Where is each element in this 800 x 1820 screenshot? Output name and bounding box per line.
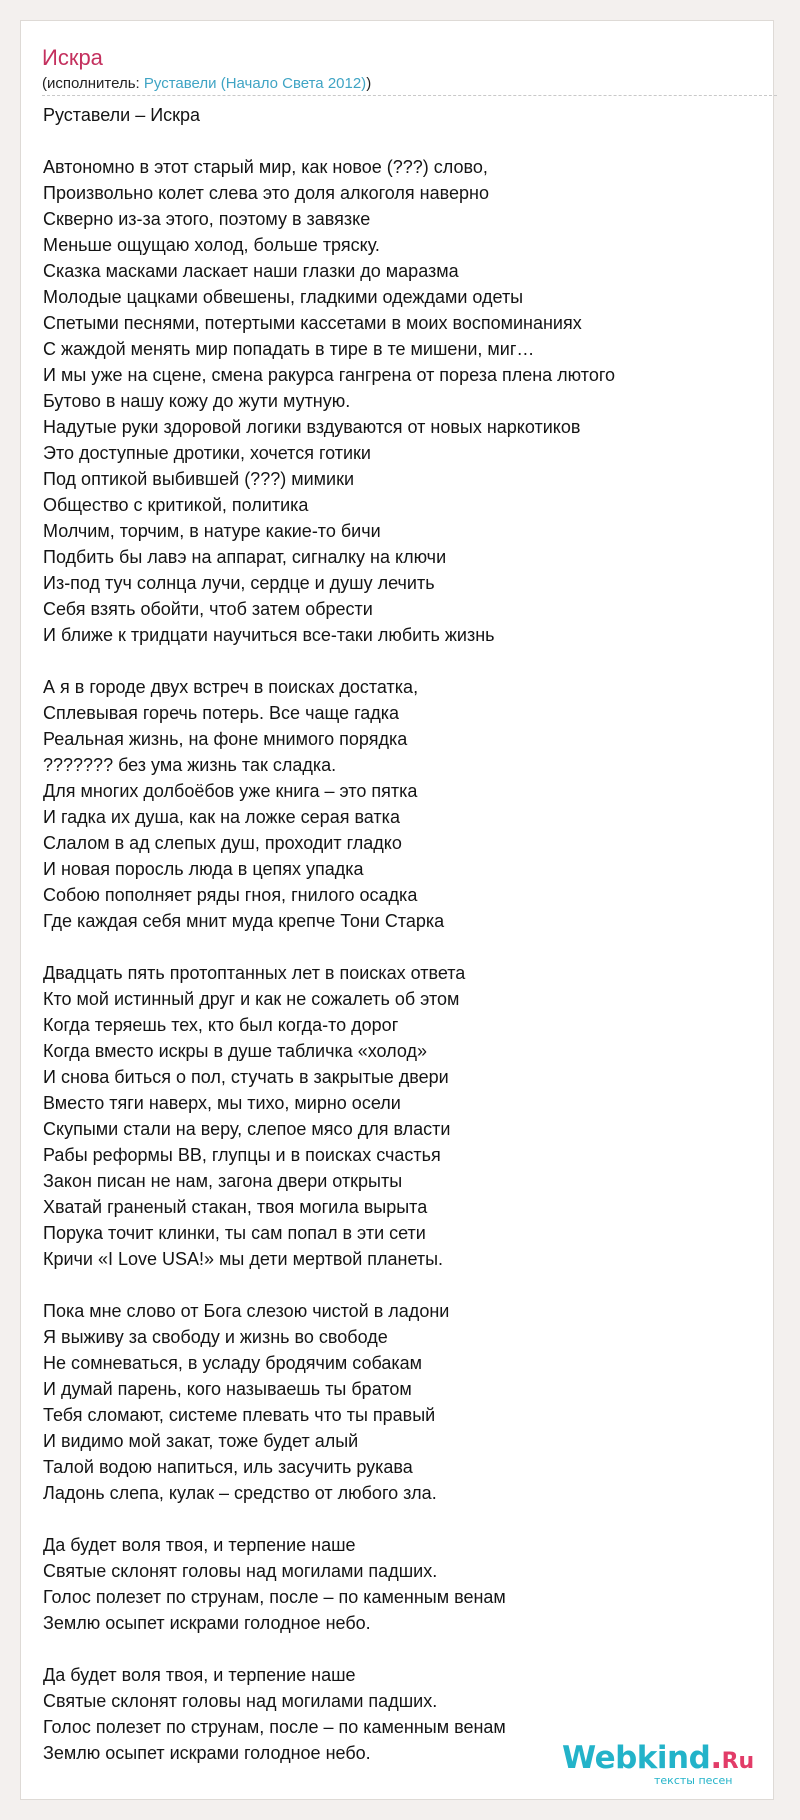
lyric-line: Голос полезет по струнам, после – по каменным венам bbox=[43, 1587, 506, 1607]
lyric-line: Подбить бы лавэ на аппарат, сигналку на ключи bbox=[43, 547, 447, 567]
logo-subtitle: тексты песен bbox=[654, 1774, 733, 1787]
stanza-gap bbox=[43, 128, 763, 154]
lyrics-card bbox=[20, 20, 774, 1800]
stanza-gap bbox=[43, 1506, 763, 1532]
lyric-line: Я выживу за свободу и жизнь во свободе bbox=[43, 1327, 388, 1347]
lyric-line: Вместо тяги наверх, мы тихо, мирно осели bbox=[43, 1093, 401, 1113]
lyric-line: Святые склонят головы над могилами падших. bbox=[43, 1691, 438, 1711]
lyric-line: Землю осыпет искрами голодное небо. bbox=[43, 1613, 371, 1633]
stanza-gap bbox=[43, 934, 763, 960]
lyric-line: Голос полезет по струнам, после – по каменным венам bbox=[43, 1717, 506, 1737]
lyric-line: Молодые цацками обвешены, гладкими одеждами одеты bbox=[43, 287, 524, 307]
lyric-line: Талой водою напиться, иль засучить рукава bbox=[43, 1457, 413, 1477]
lyric-line: И видимо мой закат, тоже будет алый bbox=[43, 1431, 359, 1451]
lyric-line: ??????? без ума жизнь так сладка. bbox=[43, 755, 337, 775]
lyric-line: Слалом в ад слепых душ, проходит гладко bbox=[43, 833, 402, 853]
lyric-line: Да будет воля твоя, и терпение наше bbox=[43, 1535, 356, 1555]
lyric-line: Хватай граненый стакан, твоя могила вырыта bbox=[43, 1197, 428, 1217]
lyric-line: И ближе к тридцати научиться все-таки любить жизнь bbox=[43, 625, 495, 645]
lyric-line: Кто мой истинный друг и как не сожалеть об этом bbox=[43, 989, 460, 1009]
lyric-line: Собою пополняет ряды гноя, гнилого осадка bbox=[43, 885, 418, 905]
lyric-line: С жаждой менять мир попадать в тире в те мишени, миг… bbox=[43, 339, 535, 359]
lyric-line: Кричи «I Love USA!» мы дети мертвой планеты. bbox=[43, 1249, 444, 1269]
stanza-gap bbox=[43, 1272, 763, 1298]
lyric-line: Спетыми песнями, потертыми кассетами в моих воспоминаниях bbox=[43, 313, 582, 333]
lyric-line: Это доступные дротики, хочется готики bbox=[43, 443, 371, 463]
lyric-line: Ладонь слепа, кулак – средство от любого зла. bbox=[43, 1483, 437, 1503]
lyric-line: Землю осыпет искрами голодное небо. bbox=[43, 1743, 371, 1763]
song-title: Искра bbox=[42, 45, 103, 70]
logo-name: Webkind bbox=[562, 1740, 711, 1776]
stanza-gap bbox=[43, 1636, 763, 1662]
lyric-line: Двадцать пять протоптанных лет в поисках ответа bbox=[43, 963, 466, 983]
lyric-line: Реальная жизнь, на фоне мнимого порядка bbox=[43, 729, 408, 749]
lyric-line: Скверно из-за этого, поэтому в завязке bbox=[43, 209, 371, 229]
lyric-line: И новая поросль люда в цепях упадка bbox=[43, 859, 364, 879]
lyric-line: Для многих долбоёбов уже книга – это пятка bbox=[43, 781, 418, 801]
logo-tld: Ru bbox=[721, 1749, 755, 1774]
lyric-line: Да будет воля твоя, и терпение наше bbox=[43, 1665, 356, 1685]
lyric-line: Святые склонят головы над могилами падших. bbox=[43, 1561, 438, 1581]
lyric-line: Сплевывая горечь потерь. Все чаще гадка bbox=[43, 703, 400, 723]
stanza-gap bbox=[43, 648, 763, 674]
site-logo[interactable] bbox=[562, 1740, 772, 1800]
artist-suffix: ) bbox=[366, 75, 372, 92]
lyric-line: Не сомневаться, в усладу бродячим собакам bbox=[43, 1353, 423, 1373]
lyric-line: И снова биться о пол, стучать в закрытые двери bbox=[43, 1067, 449, 1087]
lyric-line: Себя взять обойти, чтоб затем обрести bbox=[43, 599, 373, 619]
lyric-line: Под оптикой выбившей (???) мимики bbox=[43, 469, 355, 489]
artist-line bbox=[42, 74, 371, 94]
lyric-line: И мы уже на сцене, смена ракурса гангрена от пореза плена лютого bbox=[43, 365, 616, 385]
lyric-line: Молчим, торчим, в натуре какие-то бичи bbox=[43, 521, 381, 541]
lyric-line: Где каждая себя мнит муда крепче Тони Старка bbox=[43, 911, 445, 931]
divider bbox=[42, 95, 777, 96]
lyric-line: Закон писан не нам, загона двери открыты bbox=[43, 1171, 403, 1191]
artist-link[interactable]: Руставели (Начало Света 2012) bbox=[143, 75, 367, 92]
lyric-line: Общество с критикой, политика bbox=[43, 495, 309, 515]
lyric-line: Когда теряешь тех, кто был когда-то дорог bbox=[43, 1015, 399, 1035]
artist-prefix: (исполнитель: bbox=[42, 75, 144, 92]
lyrics-body bbox=[43, 102, 763, 1766]
lyric-line: Бутово в нашу кожу до жути мутную. bbox=[43, 391, 351, 411]
lyric-line: И думай парень, кого называешь ты братом bbox=[43, 1379, 412, 1399]
lyric-line: И гадка их душа, как на ложке серая ватка bbox=[43, 807, 400, 827]
lyric-line: Руставели – Искра bbox=[43, 105, 201, 125]
lyric-line: Тебя сломают, системе плевать что ты правый bbox=[43, 1405, 436, 1425]
lyric-line: Скупыми стали на веру, слепое мясо для власти bbox=[43, 1119, 451, 1139]
lyric-line: Меньше ощущаю холод, больше тряску. bbox=[43, 235, 380, 255]
lyric-line: Порука точит клинки, ты сам попал в эти сети bbox=[43, 1223, 426, 1243]
logo-dot: . bbox=[710, 1740, 722, 1776]
lyric-line: Автономно в этот старый мир, как новое (???) слово, bbox=[43, 157, 488, 177]
lyric-line: Рабы реформы ВВ, глупцы и в поисках счастья bbox=[43, 1145, 441, 1165]
lyric-line: Пока мне слово от Бога слезою чистой в ладони bbox=[43, 1301, 450, 1321]
lyric-line: Надутые руки здоровой логики вздуваются от новых наркотиков bbox=[43, 417, 581, 437]
lyric-line: Когда вместо искры в душе табличка «холод» bbox=[43, 1041, 427, 1061]
lyric-line: Из-под туч солнца лучи, сердце и душу лечить bbox=[43, 573, 435, 593]
lyric-line: А я в городе двух встреч в поисках достатка, bbox=[43, 677, 419, 697]
lyric-line: Сказка масками ласкает наши глазки до маразма bbox=[43, 261, 459, 281]
lyric-line: Произвольно колет слева это доля алкоголя наверно bbox=[43, 183, 489, 203]
